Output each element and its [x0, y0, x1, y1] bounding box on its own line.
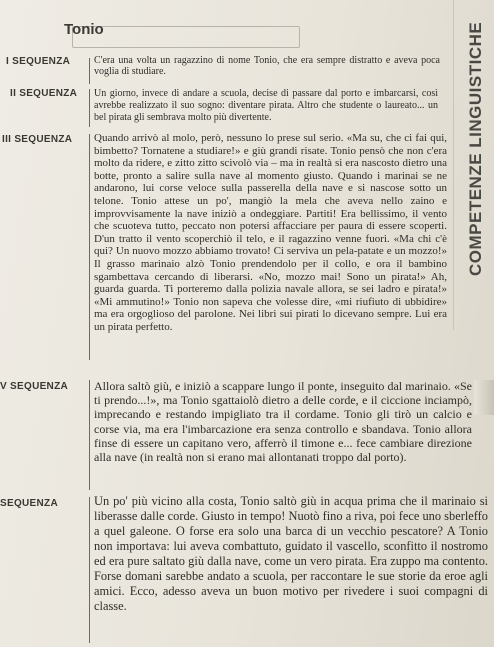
section-rule-1: [89, 58, 90, 84]
page-edge-marker: [474, 380, 494, 415]
section-text-4: Allora saltò giù, e iniziò a scappare lungo il ponte, inseguito dal marinaio. «Se ti prendo...!», ma Tonio sgattaiolò dietro a delle corde, e il ciccione inciampò, imprecando e restando impigliato tra il cordame. Tonio gli tirò un calcio e corse via, ma era l'imbarcazione era senza controllo e sbandava. Tonio allora finse di essere un capitano vero, afferrò il timone e... fece cambiare direzione alla nave (in realtà non si erano mai allontanati troppo dal porto).: [94, 379, 472, 465]
section-text-3: Quando arrivò al molo, però, nessuno lo prese sul serio. «Ma su, che ci fai qui, bimbetto? Tornatene a studiare!» e giù grandi risate. Tonio pensò che non c'era molto da ridere, e zitto zitto scivolò via – ma in realtà si era nascosto dietro una botte, pronto a salire sulla nave al momento giusto. Quando i marinai se ne andarono, lui corse veloce sulla passerella della nave e si nascose sotto un telone. Tonio attese un po', mangiò la mela che aveva nello zaino e improvvisamente la nave iniziò a ondeggiare. Partiti! Era bellissimo, il vento che scuoteva tutto, peccato non potersi affacciare per paura di essere scoperti. D'un tratto il vento scoperchiò il telo, e il ragazzino venne fuori. «Ma chi c'è qui? Un nuovo mozzo abbiamo trovato! Ci serviva un pela-patate e un mozzo!» Il grasso marinaio alzò Tonio prendendolo per il collo, e ora il bambino sgambettava cercando di liberarsi. «No, mozzo mai! Sono un pirata!» Ah, guarda guarda. Ti porteremo dalla polizia navale allora, se sei ladro e pirata!» «Mi ammutino!» Tonio non sapeva che volesse dire, «mi riufiuto di ubbidire» ma era orgoglioso del parolone. Nei libri sui pirati lo dicevano sempre. Lui era un pirata perfetto.: [94, 132, 447, 333]
side-label: COMPETENZE LINGUISTICHE: [466, 21, 485, 276]
section-text-1: C'era una volta un ragazzino di nome Tonio, che era sempre distratto e aveva poca voglia di studiare.: [94, 55, 440, 77]
section-label-1: I SEQUENZA: [6, 56, 71, 67]
section-rule-5: [89, 497, 90, 643]
section-rule-4: [89, 380, 90, 490]
page-title: Tonio: [64, 21, 104, 38]
side-tab: [453, 0, 494, 330]
section-rule-2: [89, 89, 90, 127]
section-rule-3: [89, 134, 90, 360]
section-text-5: Un po' più vicino alla costa, Tonio saltò giù in acqua prima che il marinaio si liberasse dalle corde. Giusto in tempo! Nuotò fino a riva, poi fece uno sberleffo a quel galeone. O forse era solo una barca di un vecchio pescatore? A Tonio non importava: lui aveva combattuto, guidato il vascello, sconfitto il nostromo ed era pure saltato giù dalla nave, come un vero pirata. Era zuppo ma contento. Forse domani sarebbe andato a scuola, per raccontare le sue storie da eroe agli amici. Ecco, adesso aveva un buon motivo per rivedere i suoi compagni di classe.: [94, 494, 488, 613]
section-text-2: Un giorno, invece di andare a scuola, decise di passare dal porto e imbarcarsi, così avrebbe realizzato il suo sogno: diventare pirata. Altro che studente o laureato... un bel pirata gli sembrava molto più divertente.: [94, 88, 438, 123]
section-label-4: V SEQUENZA: [0, 381, 69, 392]
section-label-2: II SEQUENZA: [10, 88, 78, 99]
section-label-3: III SEQUENZA: [2, 134, 73, 145]
title-box: [72, 26, 300, 48]
section-label-5: SEQUENZA: [0, 498, 58, 509]
